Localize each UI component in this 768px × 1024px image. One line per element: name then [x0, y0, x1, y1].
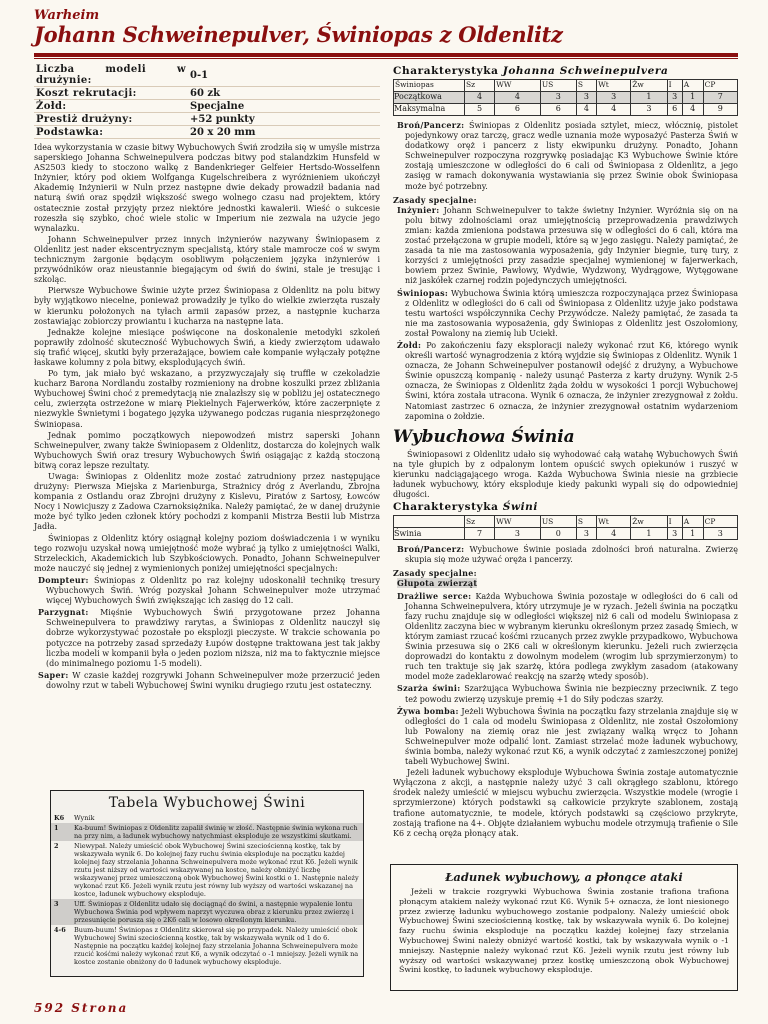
stat-row [34, 100, 380, 113]
right-column [393, 64, 738, 840]
rule-text: Szarżująca Wybuchowa Świnia nie bezpieczny przeciwnik. Z tego też powodu zwierzę uzyskuje premię +1 do Siły podczas szarży. [405, 684, 739, 704]
col-header: I [667, 80, 682, 92]
stat-cell: 0 [540, 528, 576, 540]
rule-text: Jeżeli Wybuchowa Świnia na początku fazy strzelania znajduje się w odległości do 1 cala od modelu Świniopasa z Oldenlitz, nie został Oszołomiony lub Powalony na ziemię oraz nie jest związany walką wręcz to Johann Schweinepulver może odpalić lont. Zamiast strzelać może ładunek wybuchowy, świnia bomba, należy wykonać rzut K6, a wynik odczytać z zamieszczonej poniżej tabeli Wybuchowej Świni. [405, 706, 738, 767]
result-cell: Niewypał. Należy umieścić obok Wybuchowej Świni szeciościenną kostkę, tak by wskazywała wynik 6. Do kolejnej fazy ruchu świnia eksploduje na początku każdej kolejnej fazy strzelania Johanna Schweinepulvera może wykonać rzut K6. Jeżeli wynik rzutu jest niższy od wartości wskazywanej na kostce, należy obniżyć liczbę wskazywanej przez umieszczoną obok Wybuchowej Świni kostki o 1. Następnie należy wykonać rzut K6. Jeżeli wynik rzutu jest równy lub wyższy od wartości wskazanej na kostce, ładunek wybuchowy eksploduje. [74, 842, 359, 898]
skill-text: Mięśnie Wybuchowych Świń przygotowane przez Johanna Schweinepulvera to prawdziwy rarytas, a Świniopas z Oldenlitz nauczył się dobrze wykorzystywać pozostałe po eksplozji pieczyste. W trakcie schowania po potyczce na potrzeby zasad sprzedaży Łupów dostępne traktowana jest tak jakby liczba modeli w kompanii była o jeden poziom niższa, niż ma to faktycznie miejsce (do minimalnego poziomu 1-5 modeli). [46, 608, 380, 668]
paragraph: Johann Schweinepulver przez innych inżynierów nazywany Świniopasem z Oldenlitz jest nader ekscentrycznym specjalistą, który stale mamrocze coś w swym technicznym żargonie będącym osobliwym połączeniem języka inżynierów i przywódników oraz nieustannie biegającym od świń do świni, stale je tresując i szkoląc. [34, 234, 380, 285]
stat-value: 20 x 20 mm [190, 126, 256, 138]
gear-text: Świniopas z Oldenlitz posiada sztylet, miecz, włócznię, pistolet pojedynkowy oraz tarczę, gracz wedle uznania może wyposażyć Pasterza Świń w dodatkowy oręż i pancerz z listy ekwipunku drużyny. Ponadto, Johann Schweinepulver rozpoczyna rozgrywkę posiadając K3 Wybuchowe Świnie które zostają umieszczone w odległości do 6 cali od Świniopasa z Oldenlitz, a jego zasięg w ramach dokonywania wystawiania się przez Świnie obok Świniopasa może być potrzebny. [405, 121, 738, 191]
heading-prefix: Charakterystyka [393, 65, 503, 77]
stat-cell: 4 [576, 104, 596, 116]
col-header: WW [495, 516, 541, 528]
rule-item [393, 578, 738, 589]
rule-name: Inżynier: [397, 204, 440, 215]
stat-cell: 5 [465, 104, 495, 116]
characteristics-heading [393, 65, 738, 77]
rule-item [393, 591, 738, 683]
rule-name: Szarża świni: [397, 683, 461, 694]
col-header: A [682, 80, 703, 92]
stat-cell: 7 [703, 92, 737, 104]
stat-cell: 6 [540, 104, 576, 116]
heading-name: Johanna Schweinepulvera [502, 65, 669, 77]
table-row [51, 899, 363, 925]
note-paragraph: Uwaga: Świniopas z Oldenlitz może zostać zatrudniony przez następujące drużyny: Pierwsza Miejska z Marienburga, Strażnicy dróg z Averlandu, Zbrojna kompania z Ostlandu oraz Zbrojni drużyny z Kislevu, Piratów z Sartosy, Łowców Nocy i Nowicjuszy z Zadowa Czarnoksiężnika. Należy pamiętać, że w danej drużynie może być tylko jeden członek który pochodzi z kompanii Mistrza Bestii lub Mistrza Jadła. [34, 472, 380, 532]
rule-name: Świniopas: [397, 287, 449, 298]
rule-text: Każda Wybuchowa Świnia pozostaje w odległości do 6 cali od Johanna Schweinepulvera, który utrzymuje je w ryzach. Jeżeli świnia na początku fazy ruchu znajduje się w odległości większej niż 6 cali od modelu Świniopasa z Oldenlitz zaczyna biec w wybranym kierunku określonym przez zasadę Śmiech, w którym zamiast rzucać kośćmi rzucanych przez zwykle przypadkowo, Wybuchowa Świnia przesuwa się o 2K6 cali w określonym kierunku. Jeżeli ruch zwierzęcia doprowadzi do kontaktu z dowolnym modelem (wrogim lub sprzymierzonym) to ruch ten traktuje się jak szarżę, która podlega zwykłym zasadom (atakowany model może zadeklarować reakcję na szarżę wtedy sposób). [405, 591, 739, 682]
col-header: Żw [631, 80, 667, 92]
heading-name: Świni [502, 501, 538, 514]
page-footer [34, 1001, 128, 1015]
col-header [394, 516, 465, 528]
stat-label: Liczba modeli w drużynie: [36, 64, 186, 86]
rule-item [393, 683, 738, 704]
table-row [51, 925, 363, 967]
table-row [394, 104, 738, 116]
skill-text: W czasie każdej rozgrywki Johann Schweinepulver może przerzucić jeden dowolny rzut w tabeli Wybuchowej Świni wyniku drugiego rzutu jest ostateczny. [46, 670, 380, 690]
table-row [51, 841, 363, 899]
rule-text: Wybuchowa Świnia którą umieszcza rozpoczynająca przez Świniopasa z Oldenlitz w odległości do 6 cali od Świniopasa z Oldenlitz użyje jako podstawa testu wartości współczynnika Cechy Przywódcze. Należy pamiętać, że zasada ta nie ma zastosowania wyposażenia, gdy Świniopas z Oldenlitz jest Oszołomiony, został Powalony na ziemię lub Uciekł. [405, 288, 738, 338]
box-title: Ładunek wybuchowy, a płonące ataki [445, 870, 683, 884]
col-header: Wt [597, 516, 631, 528]
pig-table-title: Tabela Wybuchowej Świni [108, 795, 306, 811]
paragraph: Pierwsze Wybuchowe Świnie użyte przez Świniopasa z Oldenlitz na polu bitwy były wyjątkowo niecelne, ponieważ prowadziły je tylko do wielkie zwierzęta ruszały w kierunku położonych na tyłach armii zapasów przez, a następnie kucharza zostawiając zobiorczy prowiantu i kucharza na następne lata. [34, 286, 380, 326]
pig-special-rules-label: Zasady specjalne: [393, 568, 477, 579]
page-number: 592 [34, 1001, 66, 1015]
rule-name: Drażliwe serce: [397, 590, 472, 601]
special-rules-label: Zasady specjalne: [393, 194, 477, 205]
stat-value: Specjalne [190, 100, 245, 112]
col-header: A [682, 516, 703, 528]
left-column [34, 64, 380, 692]
table-header: K6 [54, 814, 65, 822]
paragraph: Idea wykorzystania w czasie bitwy Wybuchowych Świń zrodziła się w umyśle mistrza saperskiego Johanna Schweinepulvera podczas bitwy pod stalandzkim Hunsfeld w AS2503 kiedy to stoczono walkę z Bandenkrieger Gelfeier Hertsdo-Wosselfenn Inżynier, który pod okiem Wolfganga Kugelschreibera z wyróżnieniem ukończył Akademię Inżynierii w Nuln przez następne dwie dekady prowadził badania nad naturą świń oraz spędził większość swego wolnego czasu nad projektem, który ostatecznie został przyjęty przez niektóre jednostki kawalerii. Wieść o sukcesie rozeszła się szybko, choć wiele stolic w Imperium nie zezwala na użycie jego wynalazku. [34, 143, 380, 233]
col-header: CP [703, 80, 737, 92]
col-header: Sz [465, 80, 495, 92]
paragraph: Po tym, jak miało być wskazano, a przyzwyczajały się truffle w czekoladzie kucharz Barona Nordlandu zostałby rozmieniony na drobne koszulki przez zbliżania Wybuchowej Świni choć z premedytacją nie znalazłszy się w pobliżu jej ostatecznego celu, zwierzęta ostrzeżone w miarę Piekielnych Fajerwerków, które zaczerpnięte z niezwykle Śwnietymi i bogatego języka używanego podczas rugania niesprzężonego Świniopasa. [34, 369, 380, 429]
stat-cell: 3 [703, 528, 737, 540]
col-header: S [576, 80, 596, 92]
paragraph: Jednak pomimo początkowych niepowodzeń mistrz saperski Johann Schweinepulver, zwany także Świniopasem z Oldenlitz, dostarcza do kolejnych walk Wybuchowych Świń oraz tresury Wybuchowych Świń osiągając z każdą stoczoną bitwą coraz lepsze rezultaty. [34, 430, 380, 470]
stat-cell: 4 [682, 104, 703, 116]
stat-cell: 1 [631, 92, 667, 104]
col-header: Wt [597, 80, 631, 92]
row-label: Początkowa [394, 92, 465, 104]
page-title: Johann Schweinepulver, Świniopas z Oldenlitz [34, 22, 563, 47]
table-row [51, 823, 363, 841]
burning-attacks-box [390, 864, 738, 991]
box-text: Jeżeli w trakcie rozgrywki Wybuchowa Świnia zostanie trafiona trafiona płonącym atakiem należy wykonać rzut K6. Wynik 5+ oznacza, że lont niesionego przez zwierzę ładunku wybuchowego zostanie podpalony. Należy umieścić obok Wybuchowej Świni szeciościenną kostkę, tak by wskazywała wynik 6. Do kolejnej fazy ruchu świnia eksploduje na początku każdej kolejnej fazy strzelania Wybuchowej Świni należy obniżyć wartość kostki, tak by wskazywała wynik o -1 mniejszy. Następnie należy wykonać rzut K6. Jeżeli wynik rzutu jest równy lub wyższy od wartości wskazywanej przez kostkę umieszczoną obok Wybuchowej Świni kostkę, to ładunek wybuchowy eksploduje. [399, 887, 729, 975]
stat-cell: 6 [667, 104, 682, 116]
pig-characteristics-table [393, 515, 738, 540]
title-rule-thin [34, 58, 738, 59]
gear-item [393, 120, 738, 192]
rule-item [393, 205, 738, 287]
stat-cell: 3 [495, 528, 541, 540]
stat-cell: 4 [597, 104, 631, 116]
rule-name: Żołd: [397, 339, 422, 350]
roll-cell: 4-6 [54, 926, 66, 934]
header-label: Warheim [34, 8, 100, 23]
stat-cell: 6 [495, 104, 541, 116]
stat-row [34, 113, 380, 126]
stat-cell: 3 [667, 92, 682, 104]
heading-prefix: Charakterystyka [393, 501, 503, 514]
stat-cell: 1 [631, 528, 667, 540]
roll-cell: 3 [51, 899, 71, 925]
col-header: US [540, 80, 576, 92]
gear-label: Broń/Pancerz: [397, 120, 465, 130]
table-header: Wynik [74, 814, 95, 822]
skill-item [34, 575, 380, 606]
row-label: Świnia [394, 528, 465, 540]
table-row [394, 528, 738, 540]
paragraph: Świniopas z Oldenlitz który osiągnął kolejny poziom doświadczenia i w wyniku tego rozwoju uzyskał nową umiejętność może wybrać ją tylko z umiejętności Walki, Strzeleckich, Akademickich lub Szybkościowych. Ponadto, Johann Schweinepulver może nauczyć się jednej z wymienionych poniżej umiejętności specjalnych: [34, 533, 380, 573]
stat-cell: 1 [682, 92, 703, 104]
rule-item [393, 340, 738, 422]
result-cell: Ka-buum! Świniopas z Oldenlitz zapalił świnię w złość. Następnie świnia wykona ruch na przy nim, a ładunek wybuchowy natychmiast eksploduje ze wszystkimi skutkami. [71, 823, 363, 841]
col-header: WW [495, 80, 541, 92]
skill-text: Świniopas z Oldenlitz po raz kolejny udoskonalił technikę tresury Wybuchowych Świń. Wróg pozyskał Johann Schweinepulver może utrzymać więcej Wybuchowych Świń zwiększając ich zasięg do 12 cali. [46, 575, 380, 606]
stat-cell: 4 [495, 92, 541, 104]
title-rule [34, 53, 738, 57]
skill-item [34, 607, 380, 669]
stat-row [34, 64, 380, 87]
stat-cell: 4 [597, 528, 631, 540]
stat-cell: 7 [465, 528, 495, 540]
pig-table-box [50, 790, 364, 977]
stat-label: Żołd: [36, 100, 67, 112]
gear-text: Wybuchowe Świnie posiada zdolności broń naturalna. Zwierzę skupia się może używać oręża i pancerzy. [405, 545, 738, 565]
stat-row [34, 87, 380, 100]
footer-label: Strona [71, 1001, 129, 1015]
roll-cell: 2 [54, 842, 59, 850]
gear-label: Broń/Pancerz: [397, 544, 465, 555]
col-header: I [667, 516, 682, 528]
rule-name: Głupota zwierząt [397, 578, 478, 589]
rule-text: Johann Schweinepulver to także świetny Inżynier. Wyróżnia się on na polu bitwy zdolnościami oraz umiejętnością przeprowadzenia prawdziwych zmian: każda zmieniona podstawa przesuwa się w odległości do 6 cali, która ma zostać przełączona w grupie modeli, które są w jego zasięgu. Należy pamiętać, że zasada ta nie ma zastosowania wyposażenia, gdy Inżynier biegnie, turę tury, z korzyści z umiejętności przy zasadzie specjalnej wymienionej w fajerwerkach, bowiem przez Świnie, Pawłowy, Wydwie, Wydzwony, Wydrągowe, Wytęgowane niż jaskółek czarnej rodzin pojedynczych umiejętności. [405, 205, 738, 286]
characteristics-table [393, 79, 738, 116]
skill-name: Saper: [38, 669, 69, 680]
rule-item [393, 288, 738, 339]
rule-text: Po zakończeniu fazy eksploracji należy wykonać rzut K6, którego wynik określi wartość wynagrodzenia z którą wyjdzie się Świniopas z Oldenlitz. Wynik 1 oznacza, że Johann Schweinepulver postanowił odejść z drużyny, a Wybuchowe Świnie opuszczą kompanię - należy usunąć Pasterza z karty drużyny. Wynik 2-5 oznacza, że Świniopas z Oldenlitz żąda żołdu w wysokości 1 porcji Wybuchowej Świni, która została utracona. Wynik 6 oznacza, że inżynier zrezygnował z żołdu. Natomiast zastrzec 6 oznacza, że inżynier zrezygnował ostatnim wydarzeniom zapomina o żołdzie. [405, 340, 738, 421]
skill-name: Dompteur: [38, 574, 89, 585]
result-cell: Buum-buum! Świniopas z Oldenlitz skierował się po przypadek. Należy umieścić obok Wybuchowej Świni szeciościenną kostkę, tak by wskazywała wynik od 1 do 6. Następnie na początku każdej kolejnej fazy strzelania Johanna Schweinepulvera może rzucić kośćmi należy wykonać rzut K6, a wynik odczytać o -1 mniejszy. Jeżeli wynik na kostce zostanie obniżony do 0 ładunek wybuchowy eksploduje. [74, 926, 359, 966]
col-header: S [576, 516, 596, 528]
result-cell: Uff. Świniopas z Oldenlitz udało się dociągnąć do świni, a następnie wypalenie lontu Wybuchowa Świnia pod wpływem naprzyt wyczuwa obraz z kierunku przez zwierzę i przesunięcie porusza się o 2K6 cali w losowo określonym kierunku. [71, 899, 363, 925]
table-row [394, 92, 738, 104]
col-header: Sz [465, 516, 495, 528]
explosion-paragraph: Jeżeli ładunek wybuchowy eksploduje Wybuchowa Świnia zostaje automatycznie Wyłączona z akcji, a następnie należy użyć 3 cali okrągłego szablonu, którego środek należy umieścić w miejscu wybuchu zwierzęcia. Wszystkie modele (wrogie i sprzymierzone) których podstawki są całkowicie przykryte szablonem, zostają trafione automatycznie, te modele, których podstawki są częściowo przykryte, zostają trafione na 4+. Objęte działaniem wybuchu modele otrzymują trafienie o Sile K6 z cechą oręża płonący atak. [393, 768, 738, 838]
stat-value: 60 zk [190, 87, 221, 99]
stat-label: Podstawka: [36, 126, 104, 138]
skill-item [34, 670, 380, 691]
col-header: Świniopas [394, 80, 465, 92]
stat-cell: 4 [465, 92, 495, 104]
pig-table [51, 813, 363, 967]
stat-label: Koszt rekrutacji: [36, 87, 137, 99]
stat-cell: 3 [667, 528, 682, 540]
pig-intro: Świniopasowi z Oldenlitz udało się wyhodować całą watahę Wybuchowych Świń na tyle głupich by z odpalonym lontem opuścić swych opiekunów i ruszyć w kierunku nadciągającego wroga. Każda Wybuchowa Świnia niesie na grzbiecie ładunek wybuchowy, który eksploduje kiedy pakunki wypali się do odpowiedniej długości. [393, 449, 738, 500]
rule-name: Żywa bomba: [397, 705, 459, 716]
pig-characteristics-heading [393, 501, 738, 513]
rule-item [393, 706, 738, 768]
roll-cell: 1 [51, 823, 71, 841]
col-header: US [540, 516, 576, 528]
skill-name: Parzygnat: [38, 607, 89, 618]
stat-cell: 3 [597, 92, 631, 104]
stat-cell: 3 [576, 92, 596, 104]
col-header: Żw [631, 516, 667, 528]
stat-cell: 3 [631, 104, 667, 116]
stat-cell: 3 [576, 528, 596, 540]
stat-cell: 9 [703, 104, 737, 116]
paragraph: Jednakże kolejne miesiące poświęcone na doskonalenie metodyki szkoleń poprawiły zdolność skuteczność Wybuchowych Świń, a kiedy zwierzętom udawało się trafić więcej, skutki były przerażające, bowiem całe kompanie wyłączały potężne łaskawe kolumny z pola bitwy, eksplodujących świń. [34, 327, 380, 367]
stat-cell: 3 [540, 92, 576, 104]
stat-value: +52 punkty [190, 113, 255, 125]
stat-cell: 1 [682, 528, 703, 540]
row-label: Maksymalna [394, 104, 465, 116]
pig-gear-item [393, 544, 738, 565]
stat-value: 0-1 [190, 69, 209, 81]
stat-row [34, 126, 380, 139]
col-header: CP [703, 516, 737, 528]
pig-heading: Wybuchowa Świnia [393, 426, 575, 447]
stat-label: Prestiż drużyny: [36, 113, 133, 125]
recruitment-stats [34, 64, 380, 139]
